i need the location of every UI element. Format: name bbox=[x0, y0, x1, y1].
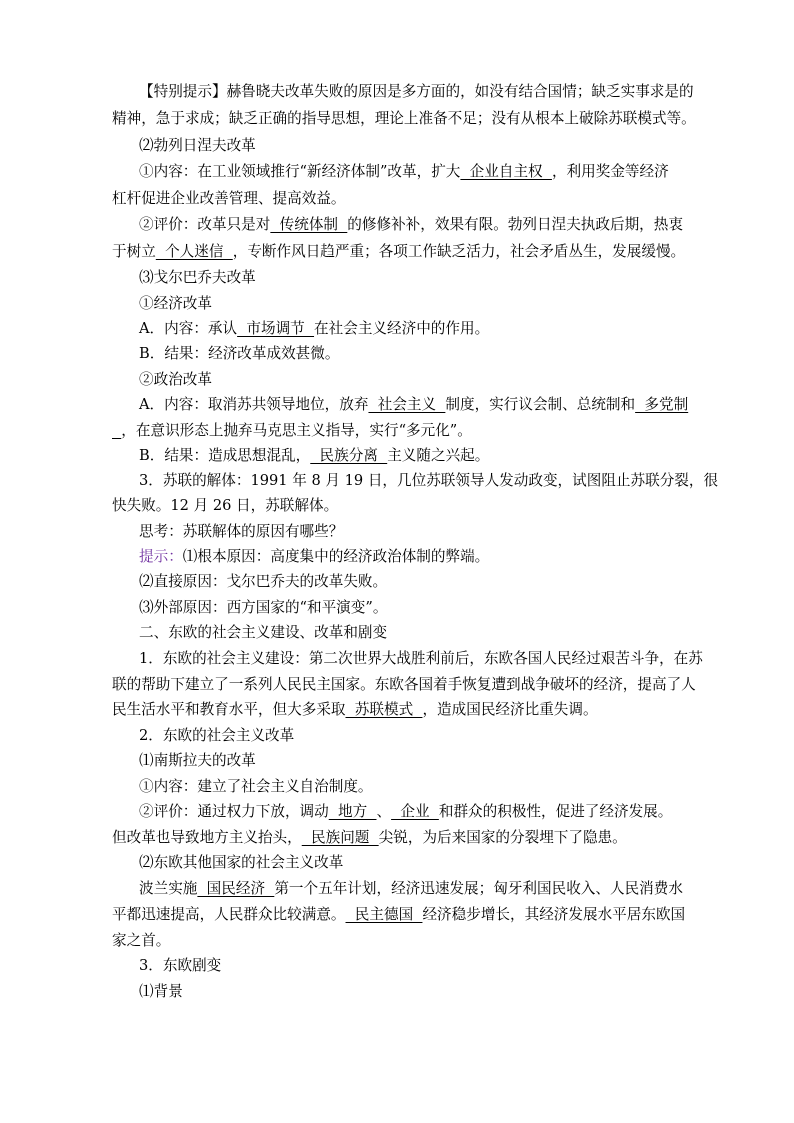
text-segment: A．内容：取消苏共领导地位，放弃 bbox=[139, 396, 369, 413]
text-line bbox=[112, 931, 682, 951]
fill-in-answer: 企业 bbox=[391, 803, 439, 820]
text-line bbox=[139, 879, 682, 899]
text-segment: 于树立 bbox=[112, 243, 156, 260]
text-line bbox=[112, 242, 686, 262]
text-segment: 、 bbox=[376, 803, 392, 820]
text-line bbox=[112, 700, 682, 720]
text-segment: 3．苏联的解体：1991 年 8 月 19 日，几位苏联领导人发动政变，试图阻止苏联分裂，很 bbox=[139, 472, 719, 489]
text-segment: 和群众的积极性，促进了经济发展。 bbox=[438, 803, 673, 820]
fill-in-answer: 国民经济 bbox=[197, 880, 275, 897]
text-line bbox=[139, 395, 689, 415]
text-segment: ，专断作风日趋严重；各项工作缺乏活力，社会矛盾丛生，发展缓慢。 bbox=[232, 243, 686, 260]
hint-label: 提示： bbox=[139, 548, 183, 565]
text-segment: ①内容：建立了社会主义自治制度。 bbox=[139, 778, 373, 795]
text-line bbox=[112, 421, 682, 441]
text-segment: ，在意识形态上抛弃马克思主义指导，实行“多元化”。 bbox=[121, 422, 472, 439]
text-line bbox=[139, 136, 682, 156]
text-line bbox=[139, 522, 682, 542]
text-segment: ⑴南斯拉夫的改革 bbox=[139, 752, 256, 769]
text-line bbox=[139, 344, 682, 364]
text-segment: 波兰实施 bbox=[139, 880, 198, 897]
text-segment: ⑵勃列日涅夫改革 bbox=[139, 137, 256, 154]
text-segment: ⑴根本原因：高度集中的经济政治体制的弊端。 bbox=[182, 548, 490, 565]
text-segment: ⑵东欧其他国家的社会主义改革 bbox=[139, 854, 344, 871]
fill-in-answer: 民主德国 bbox=[345, 906, 423, 923]
fill-in-answer: 苏联模式 bbox=[345, 701, 423, 718]
fill-in-answer: 社会主义 bbox=[368, 396, 446, 413]
text-segment: 平都迅速提高，人民群众比较满意。 bbox=[112, 906, 346, 923]
fill-in-answer: 多党制 bbox=[635, 396, 689, 413]
text-segment: 但改革也导致地方主义抬头， bbox=[112, 829, 302, 846]
text-line bbox=[139, 294, 682, 314]
text-line bbox=[112, 828, 682, 848]
text-line bbox=[139, 446, 682, 466]
text-line bbox=[139, 572, 682, 592]
text-segment: 第一个五年计划，经济迅速发展；匈牙利国民收入、人民消费水 bbox=[274, 880, 683, 897]
text-segment: ②评价：通过权力下放，调动 bbox=[139, 803, 329, 820]
text-line bbox=[112, 905, 686, 925]
text-segment: B．结果：造成思想混乱， bbox=[139, 447, 311, 464]
text-segment: 制度，实行议会制、总统制和 bbox=[445, 396, 636, 413]
text-line bbox=[112, 496, 682, 516]
text-segment: B．结果：经济改革成效甚微。 bbox=[139, 345, 340, 362]
text-line bbox=[139, 623, 682, 643]
text-line bbox=[139, 82, 694, 102]
text-segment: ①内容：在工业领域推行“新经济体制”改革，扩大 bbox=[139, 163, 461, 180]
fill-in-answer: 市场调节 bbox=[237, 320, 315, 337]
text-line bbox=[139, 471, 719, 491]
text-line bbox=[112, 109, 696, 129]
text-line bbox=[139, 598, 682, 618]
text-line bbox=[139, 268, 682, 288]
text-segment: 家之首。 bbox=[112, 932, 171, 949]
fill-in-answer: 企业自主权 bbox=[460, 163, 552, 180]
text-segment: ①经济改革 bbox=[139, 295, 212, 312]
fill-in-answer: 民族分离 bbox=[310, 447, 388, 464]
text-line bbox=[139, 956, 682, 976]
text-segment: 在社会主义经济中的作用。 bbox=[314, 320, 490, 337]
text-segment: 主义随之兴起。 bbox=[387, 447, 490, 464]
text-segment: 联的帮助下建立了一系列人民民主国家。东欧各国着手恢复遭到战争破坏的经济，提高了人 bbox=[112, 676, 696, 693]
text-segment: 杠杆促进企业改善管理、提高效益。 bbox=[112, 190, 346, 207]
text-line bbox=[139, 726, 682, 746]
text-line bbox=[112, 675, 696, 695]
fill-in-answer: 地方 bbox=[328, 803, 377, 820]
text-line bbox=[139, 547, 682, 567]
text-line bbox=[139, 982, 682, 1002]
fill-in-answer: 个人迷信 bbox=[155, 243, 233, 260]
text-segment: 【特别提示】赫鲁晓夫改革失败的原因是多方面的，如没有结合国情；缺乏实事求是的 bbox=[139, 83, 694, 100]
text-line bbox=[139, 162, 682, 182]
text-segment: ⑶戈尔巴乔夫改革 bbox=[139, 269, 256, 286]
text-segment: ②评价：改革只是对 bbox=[139, 216, 271, 233]
fill-in-answer: 民族问题 bbox=[301, 829, 379, 846]
text-line bbox=[139, 649, 703, 669]
text-segment: 民生活水平和教育水平，但大多采取 bbox=[112, 701, 346, 718]
text-segment: 经济稳步增长，其经济发展水平居东欧国 bbox=[422, 906, 686, 923]
text-line bbox=[139, 777, 682, 797]
text-line bbox=[139, 751, 682, 771]
text-segment: ②政治改革 bbox=[139, 371, 212, 388]
text-segment: 精神，急于求成；缺乏正确的指导思想，理论上准备不足；没有从根本上破除苏联模式等。 bbox=[112, 110, 696, 127]
text-line bbox=[139, 370, 682, 390]
text-segment: A．内容：承认 bbox=[139, 320, 238, 337]
text-segment: 尖锐，为后来国家的分裂埋下了隐患。 bbox=[378, 829, 627, 846]
text-line bbox=[139, 802, 682, 822]
text-segment: ，利用奖金等经济 bbox=[551, 163, 669, 180]
text-line bbox=[139, 853, 682, 873]
fill-in-answer: 传统体制 bbox=[270, 216, 348, 233]
text-segment: 1．东欧的社会主义建设：第二次世界大战胜利前后，东欧各国人民经过艰苦斗争，在苏 bbox=[139, 650, 703, 667]
text-segment: ⑵直接原因：戈尔巴乔夫的改革失败。 bbox=[139, 573, 388, 590]
fill-in-answer bbox=[112, 422, 121, 439]
text-segment: ，造成国民经济比重失调。 bbox=[422, 701, 598, 718]
text-segment: 2．东欧的社会主义改革 bbox=[139, 727, 295, 744]
text-segment: ⑶外部原因：西方国家的“和平演变”。 bbox=[139, 599, 388, 616]
text-segment: 思考：苏联解体的原因有哪些？ bbox=[139, 523, 344, 540]
text-segment: ⑴背景 bbox=[139, 983, 183, 1000]
text-segment: 快失败。12 月 26 日，苏联解体。 bbox=[112, 497, 339, 514]
text-line bbox=[139, 319, 682, 339]
text-line bbox=[139, 215, 682, 235]
text-segment: 3．东欧剧变 bbox=[139, 957, 222, 974]
text-segment: 的修修补补，效果有限。勃列日涅夫执政后期，热衷 bbox=[347, 216, 683, 233]
text-line bbox=[112, 189, 682, 209]
text-segment: 二、东欧的社会主义建设、改革和剧变 bbox=[139, 624, 388, 641]
